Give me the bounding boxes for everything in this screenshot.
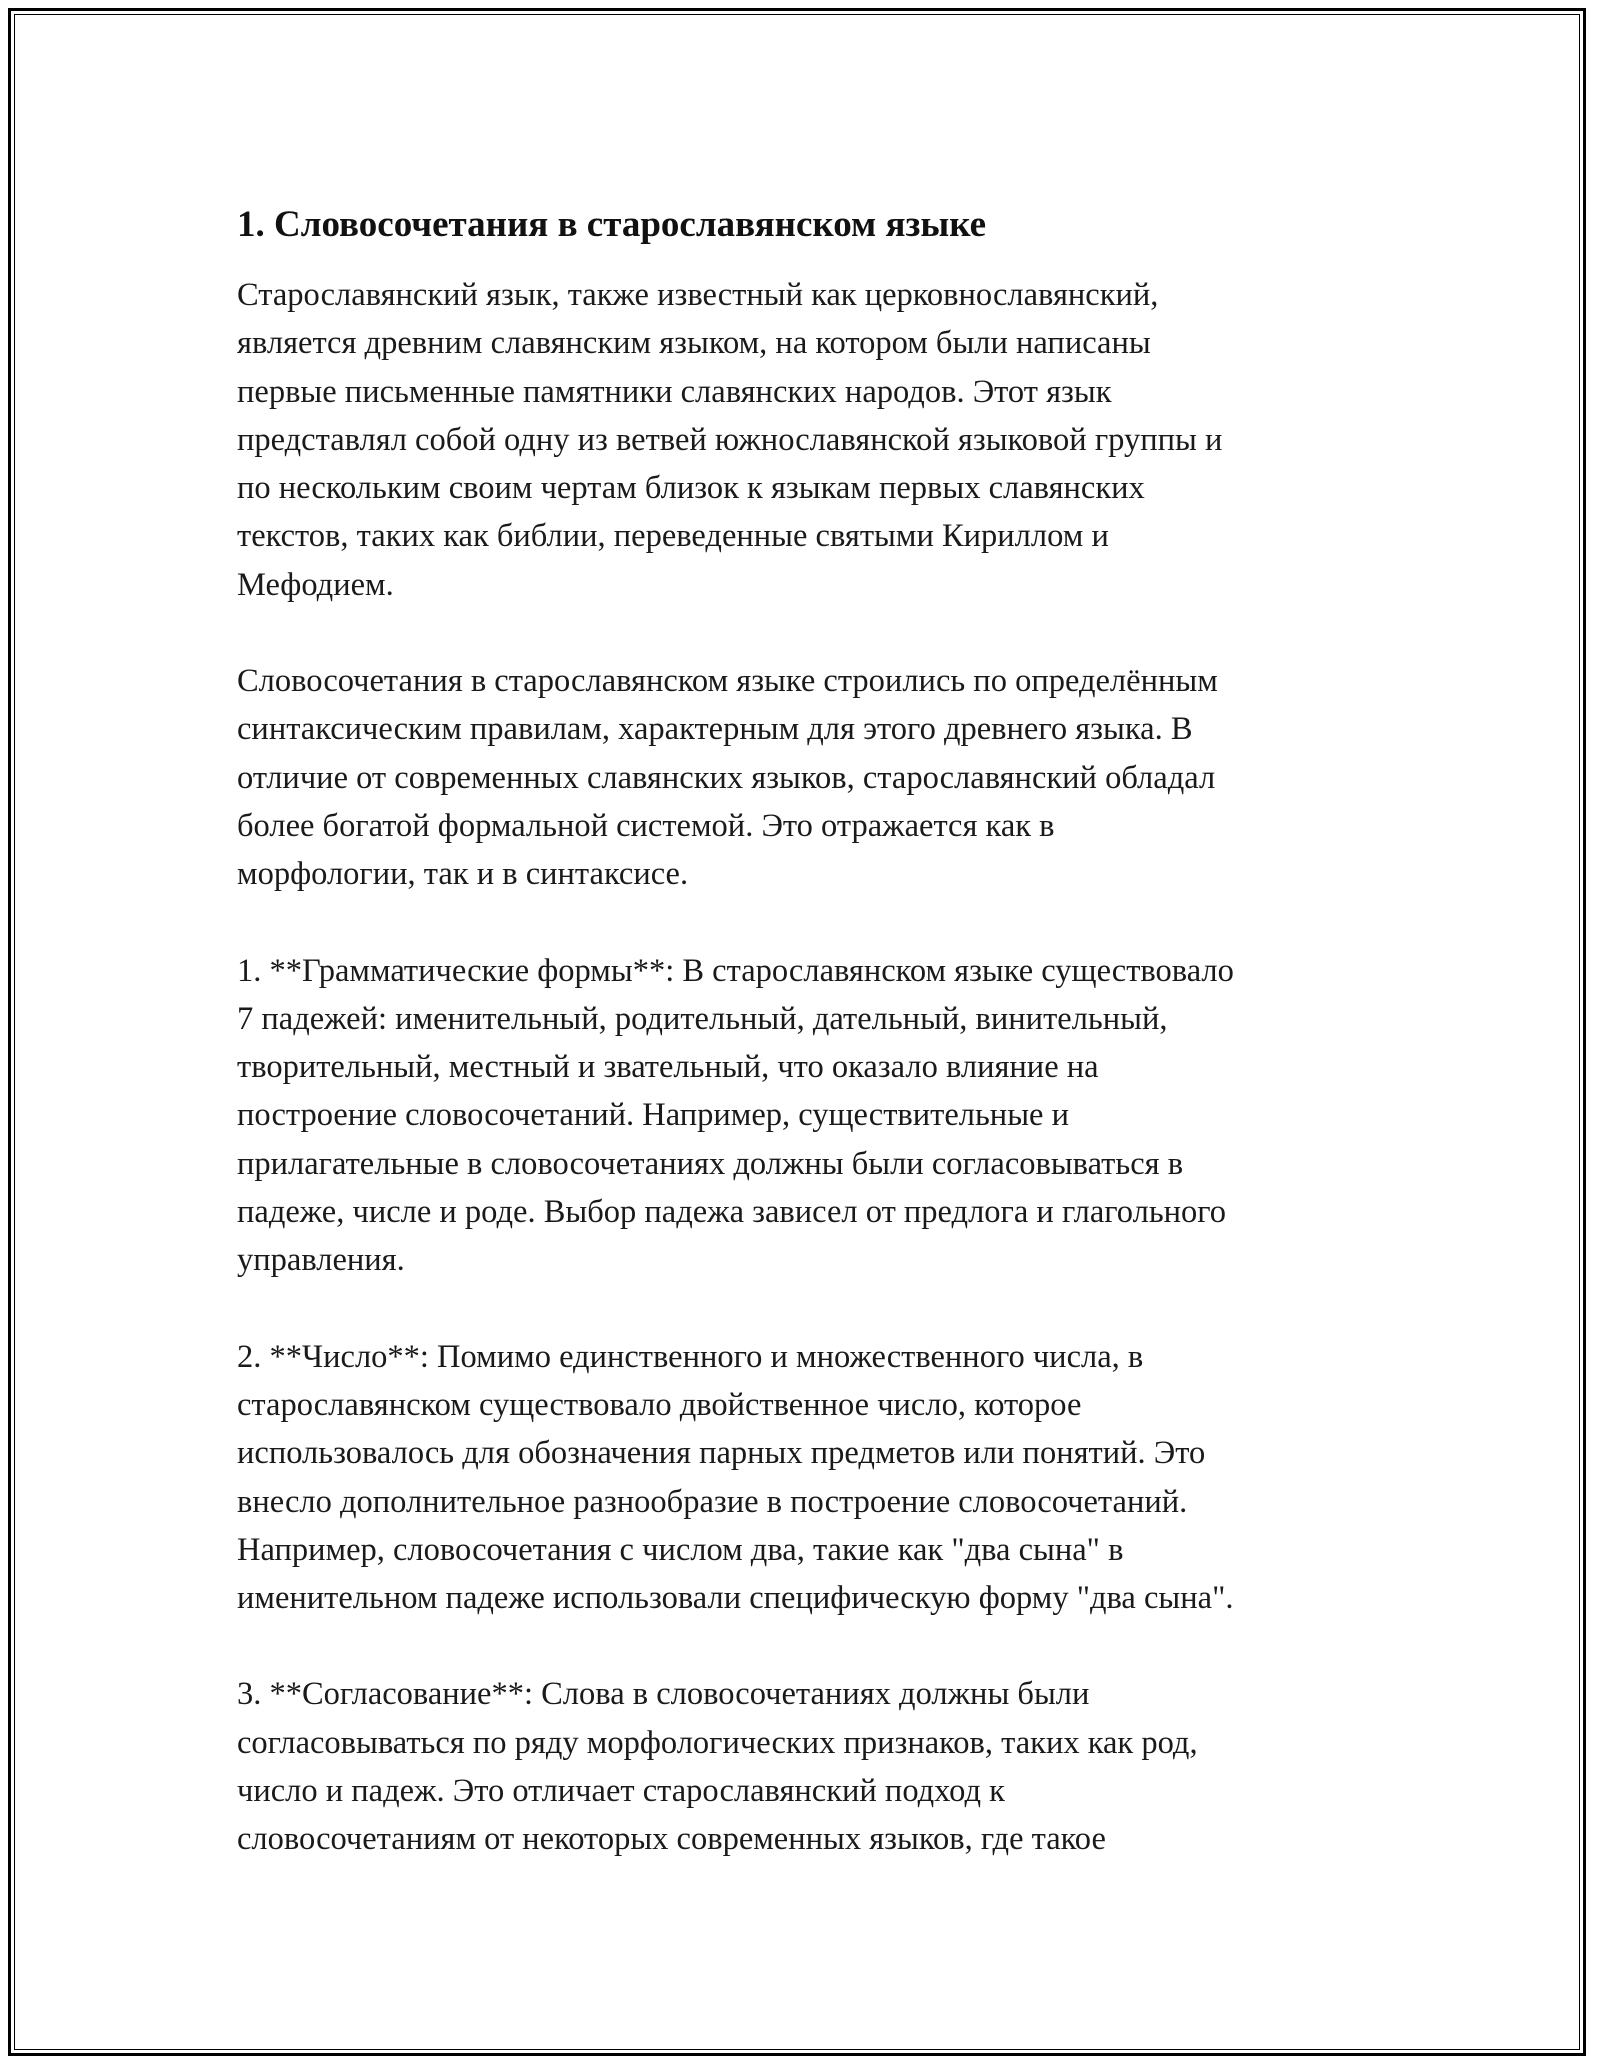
list-item-grammatical-forms: 1. **Грамматические формы**: В старославянском языке существовало 7 падежей: именительный, родительный, дательный, винительный, творительный, местный и звательный, что оказало влияние на построение словосочетаний. Например, существительные и прилагательные в словосочетаниях должны были согласовываться в падеже, числе и роде. Выбор падежа зависел от предлога и глагольного управления. bbox=[237, 952, 1234, 1279]
document-body bbox=[237, 201, 1387, 1864]
page-frame bbox=[8, 8, 1586, 2056]
list-item-number: 2. **Число**: Помимо единственного и множественного числа, в старославянском существовало двойственное число, которое использовалось для обозначения парных предметов или понятий. Это внесло дополнительное разнообразие в построение словосочетаний. Например, словосочетания с числом два, такие как "два сына" в именительном падеже использовали специфическую форму "два сына". bbox=[237, 1338, 1234, 1617]
paragraph-intro: Старославянский язык, также известный как церковнославянский, является древним славянским языком, на котором были написаны первые письменные памятники славянских народов. Этот язык представлял собой одну из ветвей южнославянской языковой группы и по нескольким своим чертам близок к языкам первых славянских текстов, таких как библии, переведенные святыми Кириллом и Мефодием. bbox=[237, 277, 1223, 603]
document-title: 1. Словосочетания в старославянском языке bbox=[237, 204, 987, 245]
list-item-agreement: 3. **Согласование**: Слова в словосочетаниях должны были согласовываться по ряду морфологических признаков, таких как род, число и падеж. Это отличает старославянский подход к словосочетаниям от некоторых современных языков, где такое bbox=[237, 1676, 1198, 1858]
paragraph-syntax-rules: Словосочетания в старославянском языке строились по определённым синтаксическим правилам, характерным для этого древнего языка. В отличие от современных славянских языков, старославянский обладал более богатой формальной системой. Это отражается как в морфологии, так и в синтаксисе. bbox=[237, 663, 1218, 893]
